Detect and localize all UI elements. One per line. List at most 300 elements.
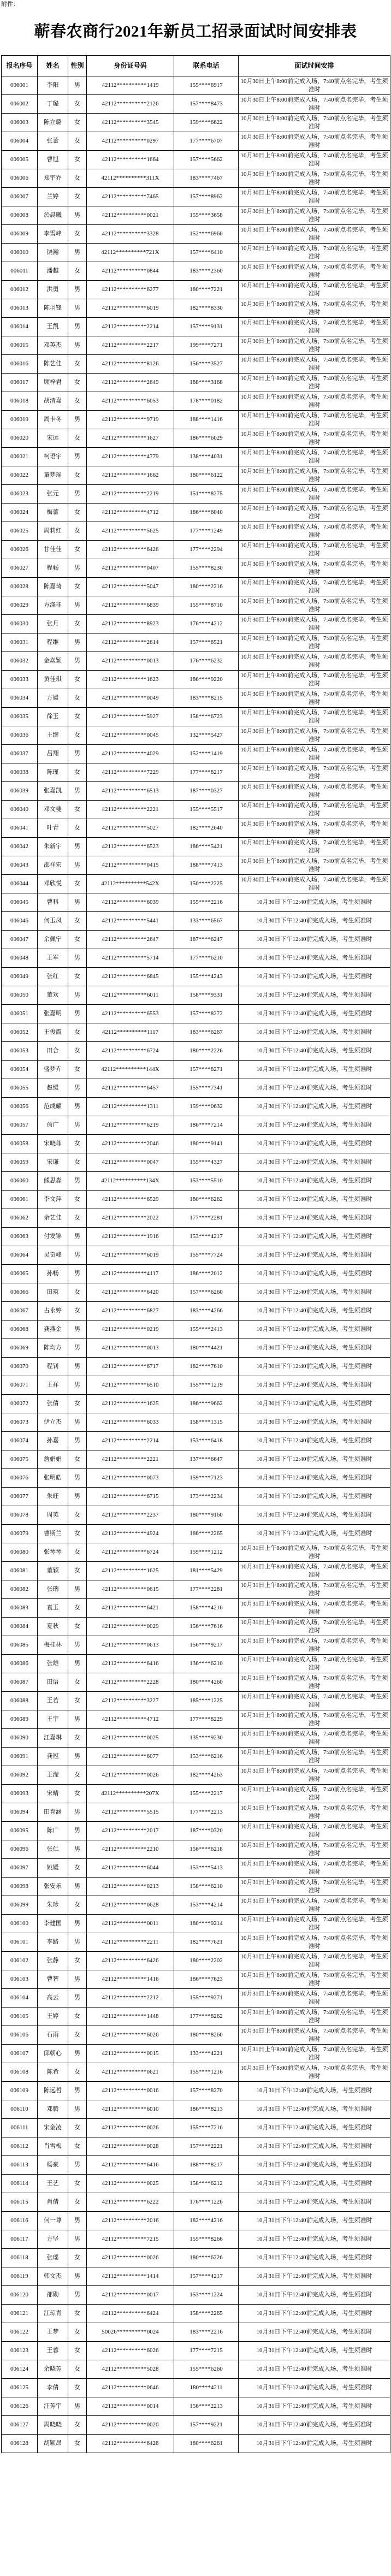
id-number-cell: 42112**********6416 bbox=[87, 2156, 174, 2175]
table-row bbox=[2, 2360, 390, 2379]
id-number-cell: 42112**********6424 bbox=[87, 2305, 174, 2323]
reg-no-cell: 006037 bbox=[2, 745, 38, 763]
id-number-cell: 42112**********0011 bbox=[87, 1915, 174, 1933]
reg-no-cell: 006013 bbox=[2, 299, 38, 318]
phone-cell: 153****5413 bbox=[174, 1859, 239, 1878]
name-cell: 张雄 bbox=[38, 1655, 68, 1673]
interview-time-cell: 10月31日下午12:40前完成入场，考生须准时 bbox=[239, 2323, 390, 2342]
name-cell: 洪勇 bbox=[38, 281, 68, 299]
table-row bbox=[2, 1246, 390, 1265]
gender-cell: 女 bbox=[68, 262, 87, 281]
table-row bbox=[2, 1692, 390, 1710]
reg-no-cell: 006064 bbox=[2, 1246, 38, 1265]
gender-cell: 男 bbox=[68, 782, 87, 801]
reg-no-cell: 006045 bbox=[2, 893, 38, 912]
table-row bbox=[2, 2119, 390, 2137]
interview-time-cell: 10月30日下午12:40前完成入场，考生须准时 bbox=[239, 1005, 390, 1023]
id-number-cell: 42112**********2647 bbox=[87, 931, 174, 949]
id-number-cell: 50026**********0024 bbox=[87, 2323, 174, 2342]
gender-cell: 女 bbox=[68, 671, 87, 689]
phone-cell: 155****6917 bbox=[174, 76, 239, 95]
reg-no-cell: 006071 bbox=[2, 1376, 38, 1395]
id-number-cell: 42112**********0025 bbox=[87, 2175, 174, 2193]
id-number-cell: 42112**********5047 bbox=[87, 578, 174, 596]
gender-cell: 女 bbox=[68, 875, 87, 893]
interview-time-cell: 10月31日下午12:40前完成入场，考生须准时 bbox=[239, 2082, 390, 2100]
phone-cell: 186****6029 bbox=[174, 429, 239, 448]
name-cell: 李雪峰 bbox=[38, 225, 68, 244]
gender-cell: 男 bbox=[68, 2286, 87, 2305]
id-number-cell: 42112**********6724 bbox=[87, 1543, 174, 1562]
id-number-cell: 42112**********4029 bbox=[87, 745, 174, 763]
gender-cell: 男 bbox=[68, 76, 87, 95]
phone-cell: 199****7271 bbox=[174, 336, 239, 355]
name-cell: 夏秋 bbox=[38, 1618, 68, 1636]
name-cell: 龚冠 bbox=[38, 1748, 68, 1766]
reg-no-cell: 006113 bbox=[2, 2156, 38, 2175]
interview-time-cell: 10月31日下午12:40前完成入场，考生须准时 bbox=[239, 2267, 390, 2286]
interview-time-cell: 10月31日下午12:40前完成入场，考生须准时 bbox=[239, 2119, 390, 2137]
id-number-cell: 42112**********5927 bbox=[87, 708, 174, 726]
table-row bbox=[2, 856, 390, 875]
gender-cell: 女 bbox=[68, 466, 87, 485]
phone-cell: 155****1216 bbox=[174, 2063, 239, 2082]
name-cell: 宋金凌 bbox=[38, 2119, 68, 2137]
table-row bbox=[2, 1618, 390, 1636]
name-cell: 黄佳琪 bbox=[38, 671, 68, 689]
id-number-cell: 42112**********0014 bbox=[87, 2397, 174, 2416]
reg-no-cell: 006065 bbox=[2, 1265, 38, 1283]
name-cell: 陈羽锋 bbox=[38, 299, 68, 318]
id-number-cell: 42112**********6839 bbox=[87, 596, 174, 615]
gender-cell: 女 bbox=[68, 1023, 87, 1042]
table-row bbox=[2, 875, 390, 893]
name-cell: 王婷 bbox=[38, 2007, 68, 2026]
interview-time-cell: 10月30日上午8:00前完成入场，7:40前点名完毕，考生须准时 bbox=[239, 541, 390, 559]
reg-no-cell: 006043 bbox=[2, 856, 38, 875]
phone-cell: 183****6267 bbox=[174, 1023, 239, 1042]
reg-no-cell: 006101 bbox=[2, 1933, 38, 1952]
interview-time-cell: 10月31日下午12:40前完成入场，考生须准时 bbox=[239, 2435, 390, 2453]
interview-time-cell: 10月30日下午12:40前完成入场，考生须准时 bbox=[239, 1506, 390, 1525]
id-number-cell: 42112**********0219 bbox=[87, 1320, 174, 1339]
name-cell: 李阳 bbox=[38, 76, 68, 95]
id-number-cell: 42112**********6523 bbox=[87, 838, 174, 856]
phone-cell: 136****6210 bbox=[174, 1655, 239, 1673]
id-number-cell: 42112**********2212 bbox=[87, 1989, 174, 2007]
reg-no-cell: 006072 bbox=[2, 1395, 38, 1413]
id-number-cell: 42112**********0047 bbox=[87, 1153, 174, 1172]
reg-no-cell: 006094 bbox=[2, 1803, 38, 1822]
id-number-cell: 42112**********1625 bbox=[87, 1562, 174, 1580]
id-number-cell: 42112**********1625 bbox=[87, 1395, 174, 1413]
phone-cell: 180****7221 bbox=[174, 281, 239, 299]
interview-time-cell: 10月30日下午12:40前完成入场，考生须准时 bbox=[239, 949, 390, 968]
table-row bbox=[2, 596, 390, 615]
interview-time-cell: 10月30日下午12:40前完成入场，考生须准时 bbox=[239, 1079, 390, 1098]
interview-schedule-table bbox=[1, 55, 390, 2453]
phone-cell: 153****4214 bbox=[174, 1896, 239, 1915]
table-row bbox=[2, 652, 390, 671]
interview-time-cell: 10月30日上午8:00前完成入场，7:40前点名完毕，考生须准时 bbox=[239, 763, 390, 782]
table-row bbox=[2, 931, 390, 949]
reg-no-cell: 006085 bbox=[2, 1636, 38, 1655]
reg-no-cell: 006066 bbox=[2, 1283, 38, 1302]
interview-time-cell: 10月30日上午8:00前完成入场，7:40前点名完毕，考生须准时 bbox=[239, 745, 390, 763]
gender-cell: 男 bbox=[68, 1098, 87, 1116]
interview-time-cell: 10月30日下午12:40前完成入场，考生须准时 bbox=[239, 1395, 390, 1413]
reg-no-cell: 006061 bbox=[2, 1191, 38, 1209]
table-row bbox=[2, 986, 390, 1005]
interview-time-cell: 10月30日下午12:40前完成入场，考生须准时 bbox=[239, 1191, 390, 1209]
phone-cell: 186****9220 bbox=[174, 671, 239, 689]
phone-cell: 155****1219 bbox=[174, 1376, 239, 1395]
phone-cell: 186****2265 bbox=[174, 1525, 239, 1543]
phone-cell: 157****2221 bbox=[174, 2137, 239, 2156]
reg-no-cell: 006018 bbox=[2, 392, 38, 411]
table-row bbox=[2, 763, 390, 782]
name-cell: 曹智 bbox=[38, 1970, 68, 1989]
table-row bbox=[2, 1209, 390, 1228]
gender-cell: 女 bbox=[68, 1859, 87, 1878]
attachment-label: 附件： bbox=[1, 1, 19, 8]
name-cell: 陈瑾 bbox=[38, 763, 68, 782]
table-row bbox=[2, 132, 390, 151]
phone-cell: 177****7215 bbox=[174, 2342, 239, 2360]
id-number-cell: 42112**********1419 bbox=[87, 76, 174, 95]
table-row bbox=[2, 1135, 390, 1153]
table-row bbox=[2, 838, 390, 856]
reg-no-cell: 006104 bbox=[2, 1989, 38, 2007]
table-row bbox=[2, 188, 390, 206]
gender-cell: 女 bbox=[68, 1450, 87, 1469]
table-row bbox=[2, 1878, 390, 1896]
reg-no-cell: 006042 bbox=[2, 838, 38, 856]
name-cell: 曹旭 bbox=[38, 151, 68, 169]
name-cell: 孙畅 bbox=[38, 1265, 68, 1283]
phone-cell: 186****5421 bbox=[174, 838, 239, 856]
phone-cell: 157****9221 bbox=[174, 2416, 239, 2435]
reg-no-cell: 006077 bbox=[2, 1488, 38, 1506]
name-cell: 潘越 bbox=[38, 262, 68, 281]
interview-time-cell: 10月30日上午8:00前完成入场，7:40前点名完毕，考生须准时 bbox=[239, 225, 390, 244]
reg-no-cell: 006008 bbox=[2, 206, 38, 225]
table-row bbox=[2, 262, 390, 281]
name-cell: 朱新宇 bbox=[38, 838, 68, 856]
id-number-cell: 42112**********5714 bbox=[87, 949, 174, 968]
id-number-cell: 42112**********0029 bbox=[87, 1618, 174, 1636]
id-number-cell: 42112**********6845 bbox=[87, 968, 174, 986]
phone-cell: 186****7623 bbox=[174, 1970, 239, 1989]
gender-cell: 女 bbox=[68, 2119, 87, 2137]
id-number-cell: 42112**********1414 bbox=[87, 2267, 174, 2286]
table-row bbox=[2, 411, 390, 429]
table-row bbox=[2, 1859, 390, 1878]
id-number-cell: 42112**********0015 bbox=[87, 2045, 174, 2063]
id-number-cell: 42112**********6724 bbox=[87, 1042, 174, 1061]
table-row bbox=[2, 1840, 390, 1859]
interview-time-cell: 10月31日上午8:00前完成入场，7:40前点名完毕，考生须准时 bbox=[239, 2007, 390, 2026]
interview-time-cell: 10月31日上午8:00前完成入场，7:40前点名完毕，考生须准时 bbox=[239, 1729, 390, 1748]
reg-no-cell: 006090 bbox=[2, 1729, 38, 1748]
gender-cell: 女 bbox=[68, 1562, 87, 1580]
table-row bbox=[2, 819, 390, 838]
id-number-cell: 42112**********207X bbox=[87, 1785, 174, 1803]
id-number-cell: 42112**********5027 bbox=[87, 819, 174, 838]
id-number-cell: 42112**********0026 bbox=[87, 2119, 174, 2137]
table-row bbox=[2, 1543, 390, 1562]
table-row bbox=[2, 336, 390, 355]
id-number-cell: 42112**********6219 bbox=[87, 1116, 174, 1135]
gender-cell: 女 bbox=[68, 392, 87, 411]
id-number-cell: 42112**********311X bbox=[87, 169, 174, 188]
reg-no-cell: 006088 bbox=[2, 1692, 38, 1710]
table-row bbox=[2, 2249, 390, 2267]
reg-no-cell: 006052 bbox=[2, 1023, 38, 1042]
phone-cell: 180****6226 bbox=[174, 2249, 239, 2267]
interview-time-cell: 10月30日上午8:00前完成入场，7:40前点名完毕，考生须准时 bbox=[239, 448, 390, 466]
phone-cell: 153****1224 bbox=[174, 2286, 239, 2305]
name-cell: 江嘉琳 bbox=[38, 1729, 68, 1748]
gender-cell: 男 bbox=[68, 1005, 87, 1023]
table-row bbox=[2, 1933, 390, 1952]
interview-time-cell: 10月30日下午12:40前完成入场，考生须准时 bbox=[239, 1525, 390, 1543]
gender-cell: 男 bbox=[68, 411, 87, 429]
phone-cell: 157****8521 bbox=[174, 633, 239, 652]
phone-cell: 177****6707 bbox=[174, 132, 239, 151]
gender-cell: 男 bbox=[68, 2100, 87, 2119]
table-row bbox=[2, 2416, 390, 2435]
phone-cell: 159****1212 bbox=[174, 1543, 239, 1562]
interview-time-cell: 10月30日下午12:40前完成入场，考生须准时 bbox=[239, 1209, 390, 1228]
name-cell: 李路 bbox=[38, 1933, 68, 1952]
reg-no-cell: 006081 bbox=[2, 1562, 38, 1580]
reg-no-cell: 006047 bbox=[2, 931, 38, 949]
name-cell: 王蓉 bbox=[38, 2342, 68, 2360]
gender-cell: 女 bbox=[68, 2175, 87, 2193]
table-body bbox=[2, 76, 390, 2453]
interview-time-cell: 10月31日下午12:40前完成入场，考生须准时 bbox=[239, 2230, 390, 2249]
id-number-cell: 42112**********1664 bbox=[87, 151, 174, 169]
name-cell: 邓文斐 bbox=[38, 801, 68, 819]
table-row bbox=[2, 2286, 390, 2305]
gender-cell: 女 bbox=[68, 132, 87, 151]
id-number-cell: 42112**********3227 bbox=[87, 1692, 174, 1710]
gender-cell: 男 bbox=[68, 1933, 87, 1952]
reg-no-cell: 006032 bbox=[2, 652, 38, 671]
gender-cell: 女 bbox=[68, 541, 87, 559]
name-cell: 王凯 bbox=[38, 318, 68, 336]
table-row bbox=[2, 912, 390, 931]
reg-no-cell: 006097 bbox=[2, 1859, 38, 1878]
name-cell: 田筑 bbox=[38, 1283, 68, 1302]
id-number-cell: 42112**********2022 bbox=[87, 1209, 174, 1228]
column-header-gender: 性别 bbox=[68, 56, 87, 76]
gender-cell: 男 bbox=[68, 318, 87, 336]
interview-time-cell: 10月30日上午8:00前完成入场，7:40前点名完毕，考生须准时 bbox=[239, 355, 390, 374]
phone-cell: 156****6218 bbox=[174, 1840, 239, 1859]
interview-time-cell: 10月31日上午8:00前完成入场，7:40前点名完毕，考生须准时 bbox=[239, 1748, 390, 1766]
id-number-cell: 42112**********6222 bbox=[87, 2193, 174, 2212]
id-number-cell: 42112**********6717 bbox=[87, 1358, 174, 1376]
interview-time-cell: 10月30日下午12:40前完成入场，考生须准时 bbox=[239, 893, 390, 912]
gender-cell: 女 bbox=[68, 225, 87, 244]
reg-no-cell: 006118 bbox=[2, 2249, 38, 2267]
gender-cell: 男 bbox=[68, 485, 87, 504]
id-number-cell: 42112**********134X bbox=[87, 1172, 174, 1191]
gender-cell: 女 bbox=[68, 1766, 87, 1785]
id-number-cell: 42112**********0407 bbox=[87, 559, 174, 578]
table-row bbox=[2, 448, 390, 466]
gender-cell: 男 bbox=[68, 299, 87, 318]
phone-cell: 183****4266 bbox=[174, 1302, 239, 1320]
name-cell: 张蕾 bbox=[38, 132, 68, 151]
phone-cell: 173****2234 bbox=[174, 1488, 239, 1506]
id-number-cell: 42112**********1311 bbox=[87, 1098, 174, 1116]
phone-cell: 155****7216 bbox=[174, 2119, 239, 2137]
interview-time-cell: 10月30日下午12:40前完成入场，考生须准时 bbox=[239, 1246, 390, 1265]
reg-no-cell: 006041 bbox=[2, 819, 38, 838]
table-row bbox=[2, 1599, 390, 1618]
table-row bbox=[2, 2397, 390, 2416]
phone-cell: 157****5662 bbox=[174, 151, 239, 169]
gender-cell: 男 bbox=[68, 2156, 87, 2175]
name-cell: 宋远 bbox=[38, 429, 68, 448]
id-number-cell: 42112**********0297 bbox=[87, 132, 174, 151]
gender-cell: 男 bbox=[68, 2230, 87, 2249]
reg-no-cell: 006048 bbox=[2, 949, 38, 968]
phone-cell: 158****1315 bbox=[174, 1413, 239, 1432]
id-number-cell: 42112**********2237 bbox=[87, 1506, 174, 1525]
name-cell: 宋晓菲 bbox=[38, 1135, 68, 1153]
phone-cell: 177****1249 bbox=[174, 522, 239, 541]
phone-cell: 178****0182 bbox=[174, 392, 239, 411]
interview-time-cell: 10月30日上午8:00前完成入场，7:40前点名完毕，考生须准时 bbox=[239, 392, 390, 411]
page-title: 蕲春农商行2021年新员工招录面试时间安排表 bbox=[34, 23, 357, 40]
interview-time-cell: 10月31日下午12:40前完成入场，考生须准时 bbox=[239, 2212, 390, 2230]
table-row bbox=[2, 2082, 390, 2100]
name-cell: 朱珍 bbox=[38, 1896, 68, 1915]
interview-time-cell: 10月30日下午12:40前完成入场，考生须准时 bbox=[239, 1172, 390, 1191]
reg-no-cell: 006001 bbox=[2, 76, 38, 95]
gender-cell: 男 bbox=[68, 1079, 87, 1098]
table-row bbox=[2, 1042, 390, 1061]
interview-time-cell: 10月31日上午8:00前完成入场，7:40前点名完毕，考生须准时 bbox=[239, 1766, 390, 1785]
id-number-cell: 42112**********2126 bbox=[87, 95, 174, 114]
id-number-cell: 42112**********1916 bbox=[87, 1228, 174, 1246]
table-row bbox=[2, 1191, 390, 1209]
reg-no-cell: 006020 bbox=[2, 429, 38, 448]
table-row bbox=[2, 244, 390, 262]
gender-cell: 男 bbox=[68, 2397, 87, 2416]
name-cell: 周英 bbox=[38, 1506, 68, 1525]
gender-cell: 女 bbox=[68, 151, 87, 169]
reg-no-cell: 006028 bbox=[2, 578, 38, 596]
table-row bbox=[2, 1228, 390, 1246]
name-cell: 占永婷 bbox=[38, 1302, 68, 1320]
reg-no-cell: 006127 bbox=[2, 2416, 38, 2435]
phone-cell: 158****2265 bbox=[174, 2305, 239, 2323]
gender-cell: 女 bbox=[68, 1599, 87, 1618]
name-cell: 张安乐 bbox=[38, 1878, 68, 1896]
name-cell: 张红 bbox=[38, 968, 68, 986]
phone-cell: 187****6247 bbox=[174, 931, 239, 949]
gender-cell: 男 bbox=[68, 1915, 87, 1933]
phone-cell: 132****5427 bbox=[174, 726, 239, 745]
interview-time-cell: 10月30日上午8:00前完成入场，7:40前点名完毕，考生须准时 bbox=[239, 374, 390, 392]
gender-cell: 女 bbox=[68, 2360, 87, 2379]
phone-cell: 156****9217 bbox=[174, 1636, 239, 1655]
gender-cell: 男 bbox=[68, 1376, 87, 1395]
gender-cell: 男 bbox=[68, 745, 87, 763]
gender-cell: 女 bbox=[68, 763, 87, 782]
gender-cell: 女 bbox=[68, 1692, 87, 1710]
gender-cell: 女 bbox=[68, 2323, 87, 2342]
reg-no-cell: 006080 bbox=[2, 1543, 38, 1562]
gender-cell: 女 bbox=[68, 374, 87, 392]
id-number-cell: 42112**********4779 bbox=[87, 448, 174, 466]
phone-cell: 180****6122 bbox=[174, 466, 239, 485]
table-row bbox=[2, 726, 390, 745]
gender-cell: 女 bbox=[68, 819, 87, 838]
phone-cell: 182****7610 bbox=[174, 1358, 239, 1376]
interview-time-cell: 10月30日上午8:00前完成入场，7:40前点名完毕，考生须准时 bbox=[239, 188, 390, 206]
gender-cell: 女 bbox=[68, 708, 87, 726]
phone-cell: 152****6960 bbox=[174, 225, 239, 244]
id-number-cell: 42112**********2214 bbox=[87, 318, 174, 336]
table-row bbox=[2, 355, 390, 374]
phone-cell: 156****3527 bbox=[174, 355, 239, 374]
reg-no-cell: 006076 bbox=[2, 1469, 38, 1488]
table-row bbox=[2, 1580, 390, 1599]
id-number-cell: 42112**********6019 bbox=[87, 1246, 174, 1265]
reg-no-cell: 006010 bbox=[2, 244, 38, 262]
interview-time-cell: 10月30日上午8:00前完成入场，7:40前点名完毕，考生须准时 bbox=[239, 169, 390, 188]
column-header-name: 姓名 bbox=[38, 56, 68, 76]
phone-cell: 157****8270 bbox=[174, 2082, 239, 2100]
id-number-cell: 42112**********0621 bbox=[87, 2063, 174, 2082]
name-cell: 张瑞 bbox=[38, 1580, 68, 1599]
interview-time-cell: 10月31日上午8:00前完成入场，7:40前点名完毕，考生须准时 bbox=[239, 1785, 390, 1803]
interview-time-cell: 10月30日下午12:40前完成入场，考生须准时 bbox=[239, 986, 390, 1005]
name-cell: 张元 bbox=[38, 485, 68, 504]
reg-no-cell: 006062 bbox=[2, 1209, 38, 1228]
reg-no-cell: 006030 bbox=[2, 615, 38, 633]
table-row bbox=[2, 671, 390, 689]
column-header-phone: 联系电话 bbox=[174, 56, 239, 76]
interview-time-cell: 10月31日下午12:40前完成入场，考生须准时 bbox=[239, 2175, 390, 2193]
reg-no-cell: 006083 bbox=[2, 1599, 38, 1618]
column-header-interview-time: 面试时间安排 bbox=[239, 56, 390, 76]
reg-no-cell: 006105 bbox=[2, 2007, 38, 2026]
table-row bbox=[2, 2342, 390, 2360]
gender-cell: 男 bbox=[68, 1358, 87, 1376]
interview-time-cell: 10月30日下午12:40前完成入场，考生须准时 bbox=[239, 1488, 390, 1506]
phone-cell: 155****9271 bbox=[174, 1989, 239, 2007]
id-number-cell: 42112**********8923 bbox=[87, 615, 174, 633]
gender-cell: 女 bbox=[68, 1153, 87, 1172]
gender-cell: 女 bbox=[68, 1618, 87, 1636]
reg-no-cell: 006049 bbox=[2, 968, 38, 986]
phone-cell: 181****5429 bbox=[174, 1562, 239, 1580]
id-number-cell: 42112**********0045 bbox=[87, 726, 174, 745]
reg-no-cell: 006023 bbox=[2, 485, 38, 504]
reg-no-cell: 006128 bbox=[2, 2435, 38, 2453]
reg-no-cell: 006055 bbox=[2, 1079, 38, 1098]
interview-time-cell: 10月31日上午8:00前完成入场，7:40前点名完毕，考生须准时 bbox=[239, 1952, 390, 1970]
name-cell: 袁玉 bbox=[38, 1599, 68, 1618]
reg-no-cell: 006089 bbox=[2, 1710, 38, 1729]
